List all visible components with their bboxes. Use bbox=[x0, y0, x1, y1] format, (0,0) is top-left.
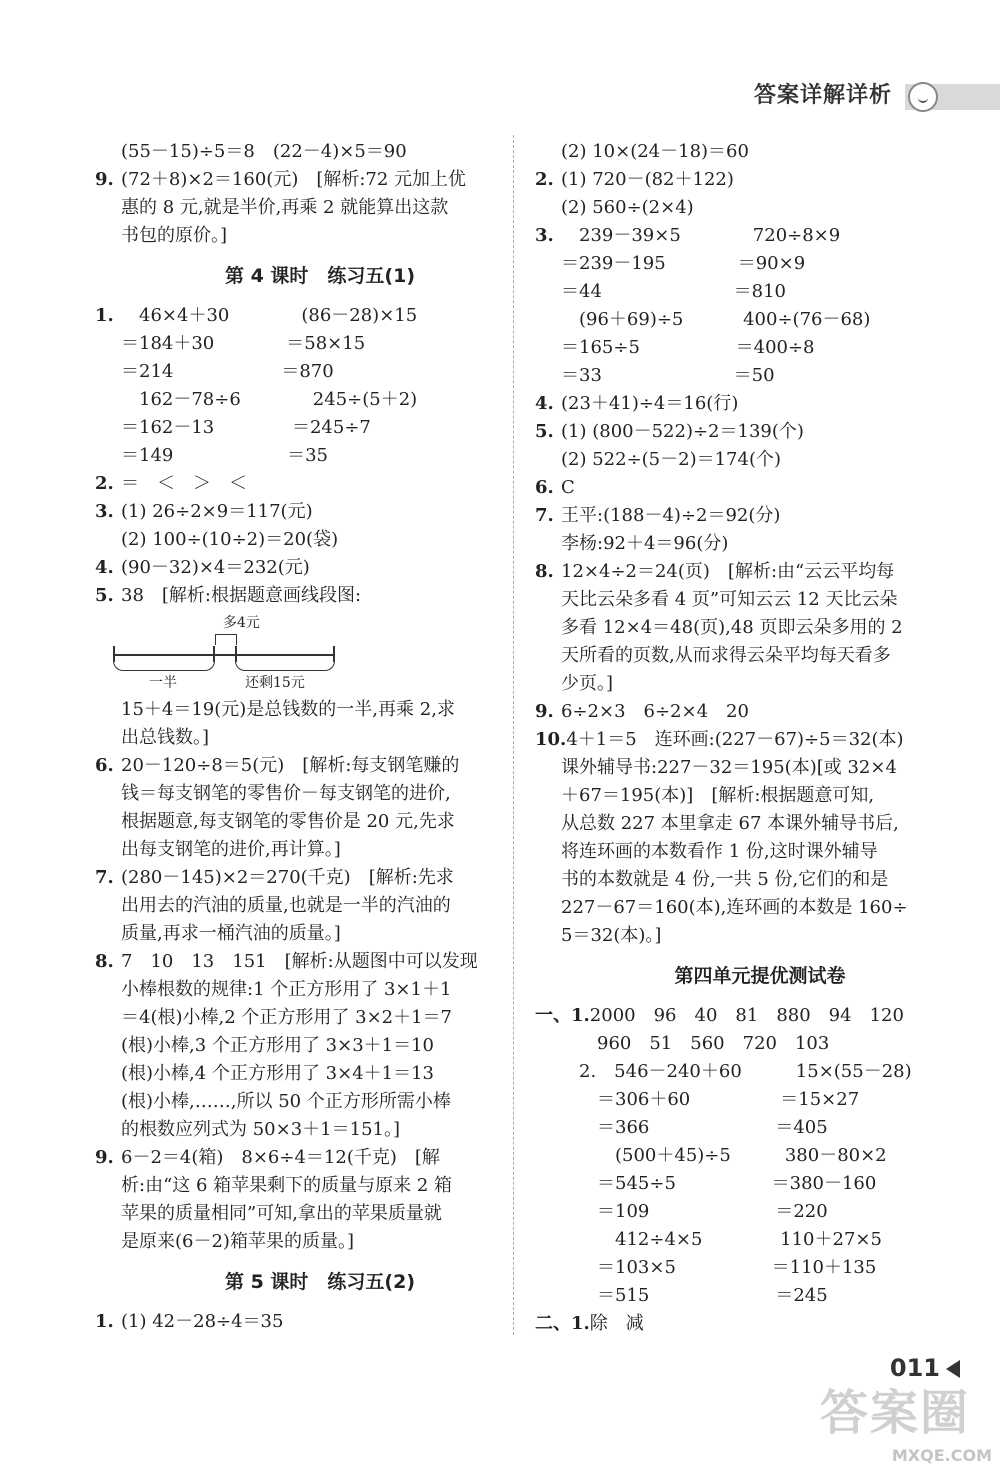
answer-text: 课外辅导书:227－32＝195(本)[或 32×4 bbox=[561, 757, 897, 778]
answer-line bbox=[95, 724, 545, 752]
answer-text: 6÷2×3 6÷2×4 20 bbox=[561, 701, 749, 722]
answer-text: 12×4÷2＝24(页) [解析:由“云云平均每 bbox=[561, 561, 895, 582]
section-heading: 第四单元提优测试卷 bbox=[674, 965, 846, 987]
answer-text: (72＋8)×2＝160(元) [解析:72 元加上优 bbox=[121, 169, 467, 190]
question-number: 9. bbox=[535, 701, 554, 722]
answer-text: ＝214 ＝870 bbox=[121, 361, 334, 382]
answer-line bbox=[95, 138, 545, 166]
answer-text: (根)小棒,3 个正方形用了 3×3＋1＝10 bbox=[121, 1035, 435, 1056]
answer-line bbox=[535, 838, 985, 866]
question-number: 4. bbox=[95, 557, 114, 578]
answer-text: ＝162－13 ＝245÷7 bbox=[121, 417, 371, 438]
question-number: 3. bbox=[535, 225, 554, 246]
answer-text: 239－39×5 720÷8×9 bbox=[561, 225, 841, 246]
answer-text: (90－32)×4＝232(元) bbox=[121, 557, 310, 578]
answer-text: ＝184＋30 ＝58×15 bbox=[121, 333, 366, 354]
watermark-logo: 答案圈 bbox=[819, 1385, 970, 1441]
answer-text: (根)小棒,……,所以 50 个正方形所需小棒 bbox=[121, 1091, 451, 1112]
answer-text: 李杨:92＋4＝96(分) bbox=[561, 533, 729, 554]
answer-line bbox=[95, 166, 545, 194]
answer-line bbox=[535, 1058, 985, 1086]
answer-line bbox=[95, 222, 545, 250]
answer-line bbox=[535, 250, 985, 278]
answer-line bbox=[535, 502, 985, 530]
answer-line bbox=[535, 334, 985, 362]
answer-text: 的根数应列式为 50×3＋1＝151。] bbox=[121, 1119, 400, 1140]
answer-line bbox=[535, 1170, 985, 1198]
smiley-icon bbox=[908, 82, 938, 112]
answer-text: (1) 42－28÷4＝35 bbox=[121, 1311, 284, 1332]
answer-line bbox=[95, 554, 545, 582]
answer-line bbox=[535, 474, 985, 502]
question-number: 8. bbox=[95, 951, 114, 972]
answer-line bbox=[95, 194, 545, 222]
answer-line bbox=[535, 922, 985, 950]
segment-left-label: 一半 bbox=[149, 675, 177, 691]
answer-line bbox=[535, 278, 985, 306]
answer-text: 书包的原价。] bbox=[121, 225, 228, 246]
answer-line bbox=[535, 446, 985, 474]
section-heading: 第 5 课时 练习五(2) bbox=[224, 1271, 416, 1293]
question-number: 3. bbox=[95, 501, 114, 522]
answer-line bbox=[535, 1002, 985, 1030]
answer-line bbox=[535, 530, 985, 558]
answer-line bbox=[95, 808, 545, 836]
answer-line bbox=[95, 780, 545, 808]
question-number: 1. bbox=[95, 1311, 114, 1332]
segment-right-label: 还剩15元 bbox=[245, 675, 305, 691]
answer-text: 析:由“这 6 箱苹果剩下的质量与原来 2 箱 bbox=[121, 1175, 453, 1196]
answer-line bbox=[95, 1116, 545, 1144]
answer-line bbox=[95, 1032, 545, 1060]
question-number: 7. bbox=[535, 505, 554, 526]
answer-line bbox=[535, 194, 985, 222]
question-number: 1. bbox=[95, 305, 114, 326]
answer-text: (96＋69)÷5 400÷(76－68) bbox=[561, 309, 871, 330]
answer-text: (2) 560÷(2×4) bbox=[561, 197, 694, 218]
question-number: 2. bbox=[95, 473, 114, 494]
answer-text: 少页。] bbox=[561, 673, 614, 694]
answer-text: 天比云朵多看 4 页”可知云云 12 天比云朵 bbox=[561, 589, 898, 610]
answer-text: (2) 100÷(10÷2)＝20(袋) bbox=[121, 529, 339, 550]
answer-line bbox=[535, 586, 985, 614]
question-number: 4. bbox=[535, 393, 554, 414]
answer-line bbox=[95, 386, 545, 414]
answer-line bbox=[535, 614, 985, 642]
answer-text: (55－15)÷5＝8 (22－4)×5＝90 bbox=[121, 141, 407, 162]
answer-text: 书的本数就是 4 份,一共 5 份,它们的和是 bbox=[561, 869, 889, 890]
answer-text: 15＋4＝19(元)是总钱数的一半,再乘 2,求 bbox=[121, 699, 455, 720]
answer-text: 天所看的页数,从而求得云朵平均每天看多 bbox=[561, 645, 891, 666]
answer-text: 多看 12×4＝48(页),48 页即云朵多用的 2 bbox=[561, 617, 903, 638]
answer-text: 将连环画的本数看作 1 份,这时课外辅导 bbox=[561, 841, 878, 862]
answer-line bbox=[535, 642, 985, 670]
answer-line bbox=[535, 362, 985, 390]
segment-top-label: 多4元 bbox=[223, 615, 260, 631]
answer-text: C bbox=[561, 477, 575, 498]
answer-line bbox=[535, 1282, 985, 1310]
question-number: 5. bbox=[535, 421, 554, 442]
answer-text: ＝515 ＝245 bbox=[561, 1285, 828, 1306]
answer-line bbox=[95, 1004, 545, 1032]
answer-line bbox=[535, 1226, 985, 1254]
segment-top-brace bbox=[215, 634, 237, 645]
answer-text: ＝33 ＝50 bbox=[561, 365, 775, 386]
answer-text: 227－67＝160(本),连环画的本数是 160÷ bbox=[561, 897, 908, 918]
answer-text: 20－120÷8＝5(元) [解析:每支钢笔赚的 bbox=[121, 755, 460, 776]
answer-text: 钱＝每支钢笔的零售价－每支钢笔的进价, bbox=[121, 783, 451, 804]
answer-line bbox=[95, 948, 545, 976]
answer-text: (根)小棒,4 个正方形用了 3×4＋1＝13 bbox=[121, 1063, 435, 1084]
answer-line bbox=[95, 696, 545, 724]
answer-line bbox=[535, 782, 985, 810]
answer-text: 46×4＋30 (86－28)×15 bbox=[121, 305, 418, 326]
answer-line bbox=[95, 864, 545, 892]
question-number: 6. bbox=[95, 755, 114, 776]
answer-line bbox=[535, 1030, 985, 1058]
answer-line bbox=[535, 670, 985, 698]
answer-line bbox=[535, 1198, 985, 1226]
answer-line bbox=[535, 810, 985, 838]
answer-text: ＝103×5 ＝110＋135 bbox=[561, 1257, 877, 1278]
question-number: 2. bbox=[535, 169, 554, 190]
answer-text: 5＝32(本)。] bbox=[561, 925, 662, 946]
answer-line bbox=[95, 582, 545, 610]
answer-text: 38 [解析:根据题意画线段图: bbox=[121, 585, 362, 606]
answer-line bbox=[535, 1114, 985, 1142]
answer-line bbox=[95, 1200, 545, 1228]
answer-text: (23＋41)÷4＝16(行) bbox=[561, 393, 739, 414]
answer-text: (500＋45)÷5 380－80×2 bbox=[561, 1145, 887, 1166]
answer-line bbox=[535, 726, 985, 754]
answer-text: 出每支钢笔的进价,再计算。] bbox=[121, 839, 341, 860]
line-segment-diagram bbox=[113, 612, 353, 692]
answer-text: 除 减 bbox=[589, 1313, 644, 1334]
answer-line bbox=[95, 1308, 545, 1336]
answer-line bbox=[535, 866, 985, 894]
answer-text: (1) 720－(82＋122) bbox=[561, 169, 734, 190]
answer-line bbox=[535, 166, 985, 194]
answer-text: 惠的 8 元,就是半价,再乘 2 就能算出这款 bbox=[121, 197, 449, 218]
answer-line bbox=[95, 330, 545, 358]
answer-line bbox=[95, 1088, 545, 1116]
answer-text: 412÷4×5 110＋27×5 bbox=[561, 1229, 882, 1250]
answer-text: ＝165÷5 ＝400÷8 bbox=[561, 337, 815, 358]
answer-text: 苹果的质量相同”可知,拿出的苹果质量就 bbox=[121, 1203, 442, 1224]
answer-line bbox=[95, 498, 545, 526]
answer-text: 小棒根数的规律:1 个正方形用了 3×1＋1 bbox=[121, 979, 452, 1000]
answer-line bbox=[95, 1144, 545, 1172]
answer-line bbox=[95, 470, 545, 498]
answer-line bbox=[95, 976, 545, 1004]
answer-line bbox=[95, 302, 545, 330]
answer-line bbox=[535, 1086, 985, 1114]
answer-text: 从总数 227 本里拿走 67 本课外辅导书后, bbox=[561, 813, 899, 834]
answer-text: ＝366 ＝405 bbox=[561, 1117, 828, 1138]
answer-line bbox=[95, 892, 545, 920]
answer-text: ＝ ＜ ＞ ＜ bbox=[121, 473, 247, 494]
answer-line bbox=[535, 1254, 985, 1282]
answer-text: (1) 26÷2×9＝117(元) bbox=[121, 501, 313, 522]
page-number-text: 011 bbox=[889, 1354, 940, 1382]
question-number: 7. bbox=[95, 867, 114, 888]
question-number: 6. bbox=[535, 477, 554, 498]
answer-text: 王平:(188－4)÷2＝92(分) bbox=[561, 505, 781, 526]
section-heading: 第 4 课时 练习五(1) bbox=[224, 265, 416, 287]
answer-text: 7 10 13 151 [解析:从题图中可以发现 bbox=[121, 951, 478, 972]
answer-text: ＋67＝195(本)] [解析:根据题意可知, bbox=[561, 785, 875, 806]
right-column bbox=[535, 138, 985, 1338]
answer-line bbox=[535, 138, 985, 166]
answer-text: 质量,再求一桶汽油的质量。] bbox=[121, 923, 341, 944]
answer-text: ＝239－195 ＝90×9 bbox=[561, 253, 806, 274]
answer-text: 2. 546－240＋60 15×(55－28) bbox=[561, 1061, 912, 1082]
question-number: 10. bbox=[535, 729, 567, 750]
question-number: 8. bbox=[535, 561, 554, 582]
answer-line bbox=[95, 836, 545, 864]
answer-text: 根据题意,每支钢笔的零售价是 20 元,先求 bbox=[121, 811, 455, 832]
answer-line bbox=[535, 1310, 985, 1338]
question-number: 9. bbox=[95, 1147, 114, 1168]
segment-baseline bbox=[113, 654, 333, 656]
question-number: 9. bbox=[95, 169, 114, 190]
answer-text: (1) (800－522)÷2＝139(个) bbox=[561, 421, 804, 442]
answer-line bbox=[535, 894, 985, 922]
answer-text: (2) 522÷(5－2)＝174(个) bbox=[561, 449, 782, 470]
answer-text: 6－2＝4(箱) 8×6÷4＝12(千克) [解 bbox=[121, 1147, 440, 1168]
answer-text: ＝109 ＝220 bbox=[561, 1201, 828, 1222]
answer-line bbox=[535, 390, 985, 418]
watermark-url: MXQE.COM bbox=[891, 1446, 992, 1465]
answer-text: (2) 10×(24－18)＝60 bbox=[561, 141, 749, 162]
question-number: 一、1. bbox=[535, 1005, 590, 1026]
answer-text: (280－145)×2＝270(千克) [解析:先求 bbox=[121, 867, 454, 888]
header-title: 答案详解详析 bbox=[753, 83, 892, 108]
answer-line bbox=[95, 1228, 545, 1256]
answer-line bbox=[95, 1060, 545, 1088]
answer-text: ＝545÷5 ＝380－160 bbox=[561, 1173, 877, 1194]
answer-text: 2000 96 40 81 880 94 120 bbox=[589, 1005, 904, 1026]
answer-line bbox=[535, 754, 985, 782]
segment-right-brace bbox=[235, 660, 335, 671]
answer-line bbox=[535, 306, 985, 334]
answer-line bbox=[535, 418, 985, 446]
answer-line bbox=[95, 442, 545, 470]
answer-line bbox=[535, 222, 985, 250]
answer-text: ＝4(根)小棒,2 个正方形用了 3×2＋1＝7 bbox=[121, 1007, 453, 1028]
answer-text: 162－78÷6 245÷(5＋2) bbox=[121, 389, 418, 410]
answer-text: 出总钱数。] bbox=[121, 727, 210, 748]
answer-line bbox=[95, 526, 545, 554]
answer-line bbox=[95, 414, 545, 442]
answer-line bbox=[95, 358, 545, 386]
answer-line bbox=[95, 1172, 545, 1200]
question-number: 二、1. bbox=[535, 1313, 590, 1334]
answer-text: 4＋1＝5 连环画:(227－67)÷5＝32(本) bbox=[566, 729, 904, 750]
answer-line bbox=[95, 752, 545, 780]
question-number: 5. bbox=[95, 585, 114, 606]
answer-text: ＝44 ＝810 bbox=[561, 281, 786, 302]
answer-text: 960 51 560 720 103 bbox=[561, 1033, 830, 1054]
answer-line bbox=[95, 920, 545, 948]
answer-text: 是原来(6－2)箱苹果的质量。] bbox=[121, 1231, 354, 1252]
answer-text: ＝306＋60 ＝15×27 bbox=[561, 1089, 860, 1110]
segment-left-brace bbox=[113, 660, 215, 671]
answer-line bbox=[535, 558, 985, 586]
answer-line bbox=[535, 1142, 985, 1170]
answer-text: ＝149 ＝35 bbox=[121, 445, 328, 466]
answer-line bbox=[535, 698, 985, 726]
left-column bbox=[95, 138, 545, 1336]
answer-text: 出用去的汽油的质量,也就是一半的汽油的 bbox=[121, 895, 451, 916]
